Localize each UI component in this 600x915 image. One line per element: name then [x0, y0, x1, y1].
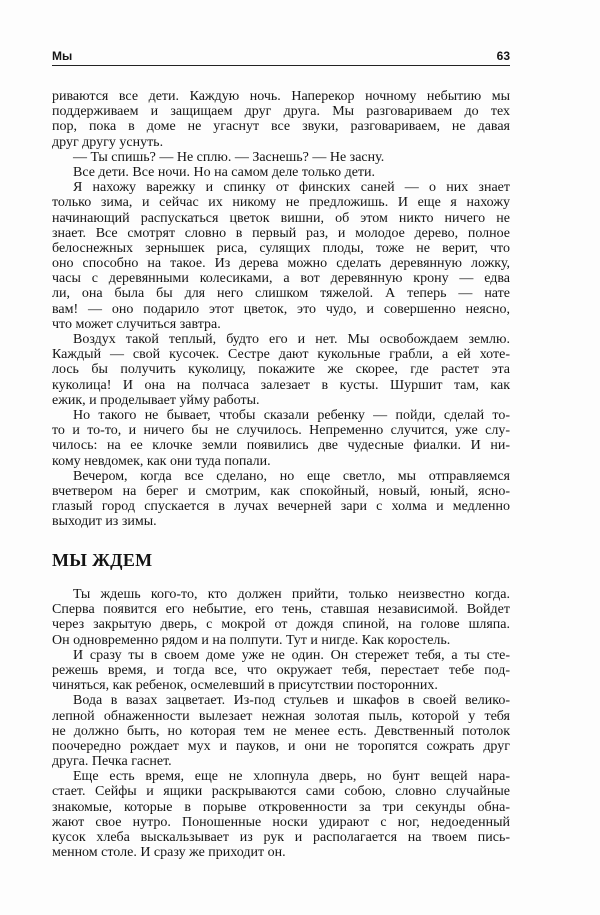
text-line: поддерживаем и защищаем друг друга. Мы разговариваем до тех — [52, 104, 510, 120]
text-line: оно способно на такое. Из дерева можно сделать деревянную ложку, — [52, 256, 510, 272]
text-line: кусок хлеба выскальзывает из рук и располагается на твоем пись- — [52, 830, 510, 845]
text-line: не должно быть, но которая тем не менее есть. Девственный потолок — [52, 723, 510, 739]
text-line: Воздух такой теплый, будто его и нет. Мы освобождаем землю. — [73, 332, 510, 347]
text-line: Но такого не бывает, чтобы сказали ребенку — пойди, сделай то- — [73, 407, 510, 423]
running-head — [52, 49, 510, 66]
paragraph — [52, 150, 510, 165]
section-continuation — [52, 89, 510, 529]
paragraph — [52, 648, 510, 694]
paragraph — [52, 408, 510, 469]
text-line: что может случиться завтра. — [52, 316, 221, 332]
paragraph — [52, 165, 510, 180]
paragraph — [52, 587, 510, 648]
text-line: Все дети. Все ночи. Но на самом деле только дети. — [73, 164, 376, 180]
running-head-title: Мы — [52, 49, 73, 63]
text-line: Сперва появится его небытие, его тень, ставшая независимой. Войдет — [52, 602, 510, 618]
text-line: знакомые, которые в порыве откровенности за три секунды обна- — [52, 799, 510, 815]
text-line: лось бы получить куколицу, покажите же скорее, где растет эта — [52, 362, 510, 378]
paragraph — [52, 469, 510, 530]
text-line: ежик, и проделывает уйму работы. — [52, 392, 260, 408]
text-line: кому невдомек, как они туда попали. — [52, 453, 271, 469]
text-line: Еще есть время, еще не хлопнула дверь, но бунт вещей нара- — [73, 769, 510, 785]
text-line: Вечером, когда все сделано, но еще светло, мы отправляемся — [73, 468, 510, 484]
text-line: менном столе. И сразу же приходит он. — [52, 845, 286, 861]
text-line: стает. Сейфы и ящики раскрываются сами собою, словно случайные — [52, 784, 510, 800]
paragraph — [52, 693, 510, 769]
text-line: — Ты спишь? — Не сплю. — Заснешь? — Не засну. — [73, 149, 385, 165]
text-line: ли, она была бы для него слишком тяжелой. А теперь — нате — [52, 286, 510, 302]
text-line: пор, пока в доме не угаснут все звуки, разговариваем, не давая — [52, 119, 510, 135]
text-line: лепной обнаженности вылезает нежная золотая пыль, которой у тебя — [52, 708, 510, 724]
text-line: вчетвером на берег и смотрим, как спокойный, новый, юный, ясно- — [52, 483, 510, 499]
section-my-zhdem — [52, 587, 510, 860]
text-line: чилось: на ее клочке земли появились две чудесные фиалки. И ни- — [52, 438, 510, 454]
text-line: куколица! И она на полчаса залезает в кусты. Шуршит там, как — [52, 377, 510, 393]
text-line: жают свое нутро. Поношенные носки удирают с ног, недоеденный — [52, 814, 510, 830]
text-line: белоснежных зернышек риса, сулящих плоды, тоже не верит, что — [52, 240, 510, 256]
text-line: только зима, и сейчас их никому не предложишь. И еще я нахожу — [52, 195, 510, 211]
text-line: риваются все дети. Каждую ночь. Наперекор ночному небытию мы — [52, 89, 510, 104]
text-line: друга. Печка гаснет. — [52, 754, 172, 770]
text-line: то и то-то, и ничего бы не случилось. Непременно случится, уже слу- — [52, 423, 510, 439]
text-line: Ты ждешь кого-то, кто должен прийти, только неизвестно когда. — [73, 587, 510, 602]
paragraph — [52, 89, 510, 150]
text-line: начинающий распускаться цветок вишни, об этом никто ничего не — [52, 210, 510, 226]
paragraph — [52, 769, 510, 860]
text-line: друг другу уснуть. — [52, 134, 164, 150]
text-line: через закрытую дверь, с мокрой от дождя спиной, на голове шляпа. — [52, 617, 510, 633]
text-line: режешь время, и тогда все, что окружает тебя, перестает тебе под- — [52, 662, 510, 678]
text-line: часы с деревянными колесиками, а вот деревянную крону — едва — [52, 271, 510, 287]
text-line: Я нахожу варежку и спинку от финских саней — о них знает — [73, 180, 510, 196]
text-line: чиняться, как ребенок, осмелевший в присутствии посторонних. — [52, 678, 438, 694]
text-line: Каждый — свой кусочек. Сестре дают кукольные грабли, а ей хоте- — [52, 347, 510, 363]
text-line: вам! — оно подарило этот цветок, это чудо, и совершенно неясно, — [52, 301, 510, 317]
text-line: И сразу ты в своем доме уже не один. Он стережет тебя, а ты сте- — [73, 647, 510, 663]
text-line: выходит из зимы. — [52, 514, 157, 530]
page-number: 63 — [496, 49, 510, 63]
text-line: Вода в вазах зацветает. Из-под стульев и шкафов в своей велико- — [73, 693, 510, 709]
text-line: поочередно рождает мух и пауков, и они не торопятся сожрать друг — [52, 738, 510, 754]
paragraph — [52, 180, 510, 332]
text-line: Он одновременно рядом и на полпути. Тут и нигде. Как коростель. — [52, 632, 451, 648]
text-line: знает. Все смотрят словно в первый раз, и молодое дерево, полное — [52, 225, 510, 241]
text-line: глазый город спускается в лучах вечерней зари с холма и медленно — [52, 499, 510, 515]
paragraph — [52, 332, 510, 408]
chapter-heading: МЫ ЖДЕМ — [52, 550, 153, 570]
